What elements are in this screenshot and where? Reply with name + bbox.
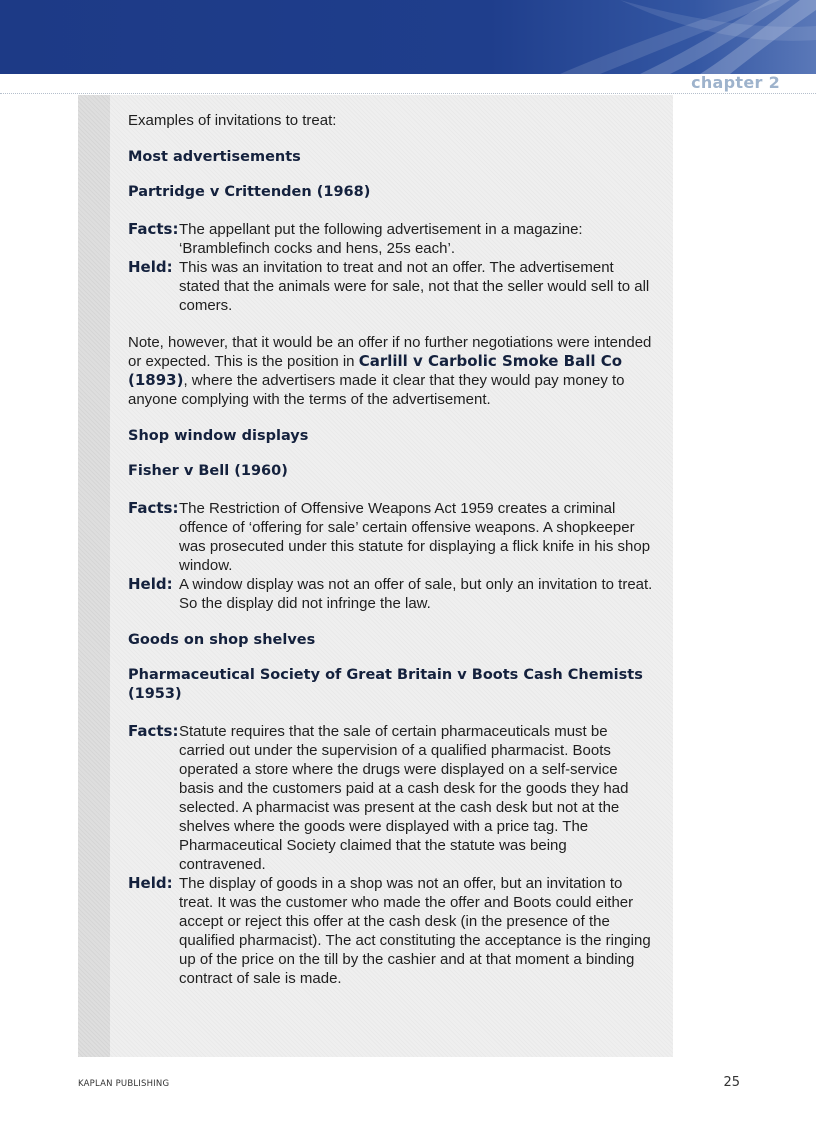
content-panel — [78, 95, 673, 1057]
text-area — [128, 111, 653, 1006]
case-block — [128, 499, 653, 613]
held-row — [128, 874, 653, 988]
held-row — [128, 575, 653, 613]
case-block — [128, 722, 653, 988]
facts-text: The appellant put the following advertisement in a magazine: ‘Bramblefinch cocks and hens, 25s each’. — [179, 221, 583, 257]
section-heading: Most advertisements — [128, 149, 301, 165]
held-label: Held: — [128, 874, 173, 892]
note-text-before: Note, however, that it would be an offer if no further negotiations were intended or expected. This is the position in — [128, 334, 652, 370]
held-text: The display of goods in a shop was not an offer, but an invitation to treat. It was the customer who made the offer and Boots could either accept or reject this offer at the cash desk (in the presence of the qualified pharmacist). The act constituting the acceptance is the ringing up of the price on the till by the cashier and at that moment a binding contract of sale is made. — [179, 875, 651, 987]
held-label: Held: — [128, 258, 173, 276]
held-label: Held: — [128, 575, 173, 593]
facts-row — [128, 499, 653, 575]
footer-publisher: KAPLAN PUBLISHING — [78, 1079, 170, 1089]
header-swoosh-graphic — [0, 0, 816, 74]
note-paragraph — [128, 333, 653, 409]
note-text-after: , where the advertisers made it clear that they would pay money to anyone complying with the terms of the advertisement. — [128, 372, 625, 408]
facts-label: Facts: — [128, 220, 179, 238]
chapter-label: chapter 2 — [691, 73, 780, 92]
facts-text: The Restriction of Offensive Weapons Act 1959 creates a criminal offence of ‘offering for sale’ certain offensive weapons. A shopkeeper was prosecuted under this statute for displaying a flick knife in his shop window. — [179, 500, 651, 574]
section-heading: Goods on shop shelves — [128, 632, 316, 648]
held-row — [128, 258, 653, 315]
intro-text: Examples of invitations to treat: — [128, 112, 337, 129]
case-title: Pharmaceutical Society of Great Britain v Boots Cash Chemists (1953) — [128, 667, 643, 702]
case-title: Fisher v Bell (1960) — [128, 463, 288, 479]
panel-left-strip — [78, 95, 110, 1057]
section-heading: Shop window displays — [128, 428, 309, 444]
note-case-reference: Carlill v Carbolic Smoke Ball Co (1893) — [128, 352, 623, 389]
case-block — [128, 220, 653, 315]
facts-label: Facts: — [128, 722, 179, 740]
facts-row — [128, 220, 653, 258]
page-number: 25 — [723, 1075, 740, 1090]
held-text: This was an invitation to treat and not an offer. The advertisement stated that the animals were for sale, not that the seller would sell to all comers. — [179, 259, 650, 314]
facts-label: Facts: — [128, 499, 179, 517]
facts-text: Statute requires that the sale of certain pharmaceuticals must be carried out under the supervision of a qualified pharmacist. Boots operated a store where the drugs were displayed on a self-service basis and the customers paid at a cash desk for the goods they had selected. A pharmacist was present at the cash desk but not at the shelves where the goods were displayed with a price tag. The Pharmaceutical Society claimed that the statute was being contravened. — [179, 723, 629, 873]
header-band — [0, 0, 816, 74]
held-text: A window display was not an offer of sale, but only an invitation to treat. So the display did not infringe the law. — [179, 576, 653, 612]
facts-row — [128, 722, 653, 874]
case-title: Partridge v Crittenden (1968) — [128, 184, 371, 200]
header-divider — [0, 93, 816, 94]
